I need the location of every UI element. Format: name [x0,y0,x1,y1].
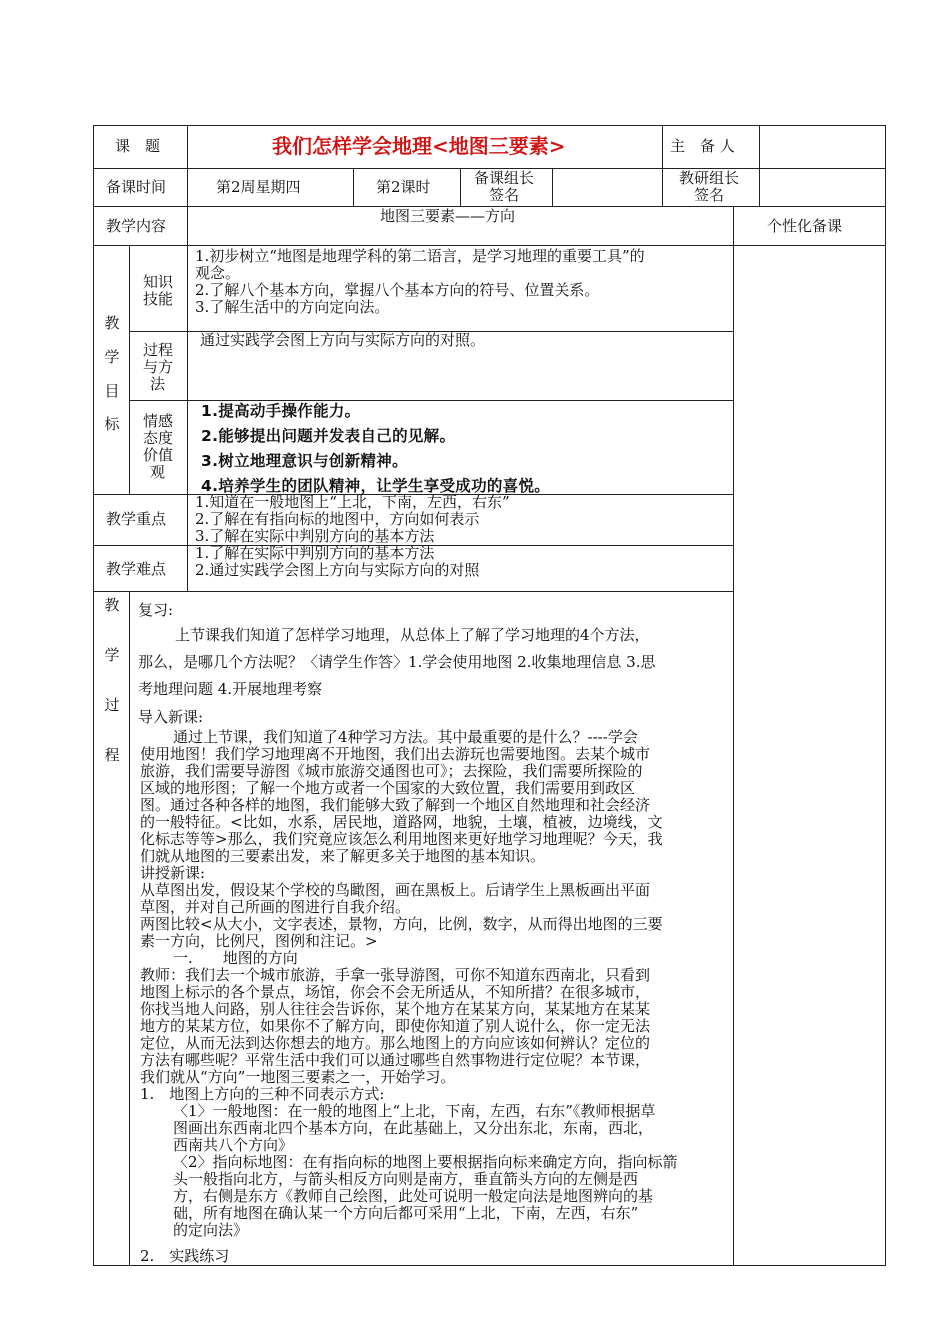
teacher-line-6: 方法有哪些呢？平常生活中我们可以通过哪些自然事物进行定位呢？本节课， [140,1051,651,1069]
emotion-label-1: 情感 [143,412,174,430]
emotion-label-4: 观 [150,463,166,481]
section-one-heading: 一. 地图的方向 [173,949,298,967]
knowledge-label-1: 知识 [143,273,174,291]
key-point-3: 3.了解在实际中判别方向的基本方法 [195,527,435,545]
content-value: 地图三要素——方向 [380,207,516,225]
item1-sub2-line-3: 方，右侧是东方《教师自己绘图，此处可说明一般定向法是地图辨向的基 [173,1187,654,1205]
topic-label: 课 题 [115,137,161,155]
group-leader-label-1: 备课组长 [474,169,535,187]
objectives-char-2: 学 [104,348,120,366]
difficulties-label: 教学难点 [106,560,167,578]
intro-line-1: 通过上节课，我们知道了4种学习方法。其中最重要的是什么？----学会 [173,728,638,746]
item1-sub2-line-2: 头一般指向北方，与箭头相反方向则是南方，垂直箭头方向的左侧是西 [173,1170,639,1188]
process-label-2: 与方 [143,358,174,376]
lecture-heading: 讲授新课: [140,864,206,882]
objectives-char-3: 目 [104,382,120,400]
emotion-line-3: 3.树立地理意识与创新精神。 [201,452,408,470]
emotion-line-4: 4.培养学生的团队精神，让学生享受成功的喜悦。 [201,477,551,495]
review-line-3: 考地理问题 4.开展地理考察 [138,680,323,698]
intro-line-2: 使用地图！我们学习地理离不开地图，我们出去游玩也需要地图。去某个城市 [140,745,651,763]
teacher-line-2: 地图上标示的各个景点，场馆，你会不会无所适从，不知所措？在很多城市， [140,983,651,1001]
review-line-2: 那么，是哪几个方法呢？〈请学生作答〉1.学会使用地图 2.收集地理信息 3.思 [138,653,656,671]
research-leader-label-2: 签名 [694,186,725,204]
emotion-line-2: 2.能够提出问题并发表自己的见解。 [201,427,456,445]
knowledge-label-2: 技能 [143,290,174,308]
review-heading: 复习: [138,601,174,619]
teacher-line-4: 地方的某某方位，如果你不了解方向，即使你知道了别人说什么，你一定无法 [140,1017,651,1035]
lecture-line-4: 素一方向，比例尺，图例和注记。> [140,932,378,950]
item1-sub2-line-4: 础，所有地图在确认某一个方向后都可采用“上北，下南，左西，右东” [173,1204,639,1222]
preparer-value-cell [759,125,886,169]
process-label-column [93,591,130,1266]
item1-heading: 1. 地图上方向的三种不同表示方式: [140,1085,385,1103]
item2-heading: 2. 实践练习 [140,1247,230,1265]
emotion-line-1: 1.提高动手操作能力。 [201,402,361,420]
intro-line-6: 的一般特征。<比如，水系，居民地，道路网，地貌，土壤，植被，边境线，文 [140,813,663,831]
knowledge-line-3: 2.了解八个基本方向，掌握八个基本方向的符号、位置关系。 [195,281,600,299]
process-text: 通过实践学会图上方向与实际方向的对照。 [200,331,486,349]
item1-sub1-line-3: 西南共八个方向》 [173,1136,294,1154]
objectives-char-1: 教 [104,314,120,332]
research-leader-value-cell [759,168,886,207]
knowledge-line-1: 1.初步树立“地图是地理学科的第二语言，是学习地理的重要工具”的 [195,247,645,265]
intro-line-8: 们就从地图的三要素出发，来了解更多关于地图的基本知识。 [140,847,546,865]
intro-line-7: 化标志等等>那么，我们究竟应该怎么利用地图来更好地学习地理呢？今天，我 [140,830,663,848]
key-point-2: 2.了解在有指向标的地图中，方向如何表示 [195,510,480,528]
time-value: 第2周星期四 [216,178,301,196]
item1-sub1-line-2: 图画出东西南北四个基本方向，在此基础上，又分出东北，东南，西北， [173,1119,654,1137]
item1-sub2-line-1: 〈2〉指向标地图：在有指向标的地图上要根据指向标来确定方向，指向标箭 [173,1153,678,1171]
content-label: 教学内容 [106,217,167,235]
objectives-label-cell [93,245,130,495]
period-value: 第2课时 [376,178,431,196]
key-point-1: 1.知道在一般地图上“上北，下南，左西，右东” [195,493,510,511]
preparer-label: 主 备 人 [670,137,735,155]
intro-heading: 导入新课: [138,708,204,726]
personalized-notes-cell [733,245,886,1266]
process-char-2: 学 [104,646,120,664]
intro-line-3: 旅游，我们需要导游图《城市旅游交通图也可》；去探险，我们需要所探险的 [140,762,643,780]
intro-line-4: 区域的地形图；了解一个地方或者一个国家的大致位置，我们需要用到政区 [140,779,636,797]
knowledge-line-2: 观念。 [195,264,241,282]
process-char-3: 过 [104,696,120,714]
teacher-line-7: 我们就从“方向”一地图三要素之一，开始学习。 [140,1068,456,1086]
teacher-line-5: 定位，从而无法到达你想去的地方。那么地图上的方向应该如何辨认？定位的 [140,1034,651,1052]
research-leader-label-1: 教研组长 [679,169,740,187]
lecture-line-2: 草图，并对自己所画的图进行自我介绍。 [140,898,411,916]
page-title: 我们怎样学会地理<地图三要素> [272,134,566,158]
difficulty-1: 1.了解在实际中判别方向的基本方法 [195,544,435,562]
knowledge-line-4: 3.了解生活中的方向定向法。 [195,298,390,316]
key-points-label: 教学重点 [106,510,167,528]
personalized-label: 个性化备课 [767,217,843,235]
process-label-1: 过程 [143,341,174,359]
emotion-label-2: 态度 [143,429,174,447]
teacher-line-3: 你找当地人问路，别人往往会告诉你，某个地方在某某方向，某某地方在某某 [140,1000,651,1018]
item1-sub1-line-1: 〈1〉一般地图：在一般的地图上“上北，下南，左西，右东”《教师根据草 [173,1102,656,1120]
time-label: 备课时间 [106,178,167,196]
process-char-1: 教 [104,596,120,614]
group-leader-label-2: 签名 [489,186,520,204]
objectives-char-4: 标 [104,415,120,433]
process-char-4: 程 [104,746,120,764]
intro-line-5: 图。通过各种各样的地图，我们能够大致了解到一个地区自然地理和社会经济 [140,796,651,814]
process-label-3: 法 [150,375,166,393]
lecture-line-3: 两图比较<从大小，文字表述，景物，方向，比例，数字，从而得出地图的三要 [140,915,663,933]
lecture-line-1: 从草图出发，假设某个学校的鸟瞰图，画在黑板上。后请学生上黑板画出平面 [140,881,651,899]
review-line-1: 上节课我们知道了怎样学习地理，从总体上了解了学习地理的4个方法， [175,626,650,644]
item1-sub2-line-5: 的定向法》 [173,1221,249,1239]
teacher-line-1: 教师：我们去一个城市旅游，手拿一张导游图，可你不知道东西南北，只看到 [140,966,651,984]
group-leader-value-cell [552,168,663,207]
emotion-label-3: 价值 [143,446,174,464]
difficulty-2: 2.通过实践学会图上方向与实际方向的对照 [195,561,480,579]
